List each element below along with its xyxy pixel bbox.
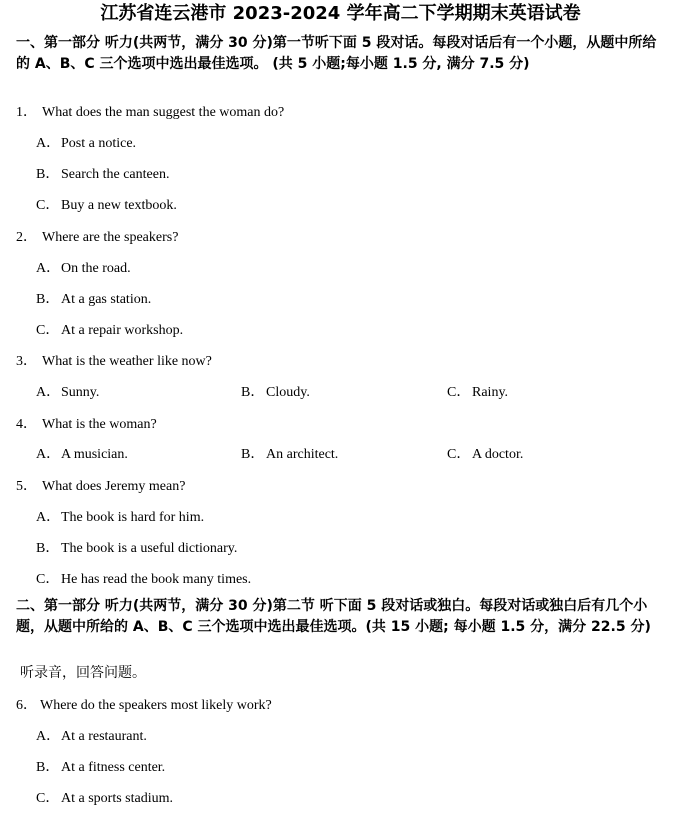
option-letter: A． [36, 447, 61, 462]
option-letter: A． [36, 729, 61, 744]
option-4a [36, 445, 128, 465]
question-4 [16, 415, 157, 435]
option-letter: C． [36, 572, 60, 587]
question-number: 5． [16, 479, 37, 494]
question-text: Where are the speakers? [42, 230, 179, 245]
option-letter: A． [36, 510, 61, 525]
option-letter: B． [36, 292, 60, 307]
question-number: 4． [16, 417, 37, 432]
option-5c [36, 570, 251, 590]
question-3 [16, 352, 212, 372]
question-text: What does Jeremy mean? [42, 479, 186, 494]
question-number: 3． [16, 354, 37, 369]
option-letter: C． [447, 447, 471, 462]
question-text: What does the man suggest the woman do? [42, 105, 285, 120]
option-letter: C． [36, 791, 60, 806]
question-5 [16, 477, 185, 497]
option-3b [241, 383, 310, 403]
option-letter: B． [241, 385, 265, 400]
option-text: He has read the book many times. [61, 572, 252, 587]
option-2b [36, 290, 151, 310]
question-6 [16, 696, 272, 716]
question-text: Where do the speakers most likely work? [40, 698, 272, 713]
option-text: A doctor. [472, 447, 524, 462]
option-letter: A． [36, 261, 61, 276]
option-6c [36, 789, 173, 809]
option-text: Rainy. [472, 385, 509, 400]
option-text: At a restaurant. [61, 729, 147, 744]
option-letter: C． [36, 198, 60, 213]
section-2-heading: 二、第一部分 听力(共两节，满分 30 分)第二节 听下面 5 段对话或独白。每段对话或独白后有几个小题，从题中所给的 A、B、C 三个选项中选出最佳选项。(共 15 小题; 每小题 1.5 分，满分 22.5 分) [16, 598, 651, 635]
option-letter: A． [36, 136, 61, 151]
option-text: At a fitness center. [61, 760, 166, 775]
option-text: At a sports stadium. [61, 791, 173, 806]
page-title: 江苏省连云港市 2023-2024 学年高二下学期期末英语试卷 [100, 3, 581, 24]
option-text: Post a notice. [61, 136, 137, 151]
option-2c [36, 321, 183, 341]
option-text: Sunny. [61, 385, 100, 400]
option-letter: B． [36, 167, 60, 182]
option-3a [36, 383, 99, 403]
option-text: Buy a new textbook. [61, 198, 177, 213]
option-5a [36, 508, 204, 528]
option-letter: A． [36, 385, 61, 400]
option-5b [36, 539, 237, 559]
question-text: What is the weather like now? [42, 354, 212, 369]
option-1b [36, 165, 169, 185]
option-2a [36, 259, 131, 279]
question-number: 2． [16, 230, 37, 245]
section-1-heading: 一、第一部分 听力(共两节，满分 30 分)第一节听下面 5 段对话。每段对话后有一个小题，从题中所给的 A、B、C 三个选项中选出最佳选项。 (共 5 小题;每小题 1.5 分, 满分 7.5 分) [16, 35, 657, 72]
option-1a [36, 134, 136, 154]
option-text: A musician. [61, 447, 128, 462]
option-letter: C． [36, 323, 60, 338]
option-4c [447, 445, 523, 465]
question-number: 6． [16, 698, 37, 713]
option-text: On the road. [61, 261, 131, 276]
option-text: At a gas station. [61, 292, 152, 307]
option-letter: C． [447, 385, 471, 400]
option-4b [241, 445, 338, 465]
option-text: An architect. [266, 447, 339, 462]
option-text: The book is hard for him. [61, 510, 205, 525]
option-letter: B． [241, 447, 265, 462]
option-1c [36, 196, 177, 216]
section-2-instruction: 听录音，回答问题。 [20, 665, 146, 681]
option-text: Search the canteen. [61, 167, 170, 182]
question-number: 1． [16, 105, 37, 120]
question-2 [16, 228, 178, 248]
option-6a [36, 727, 147, 747]
option-letter: B． [36, 760, 60, 775]
option-text: At a repair workshop. [61, 323, 184, 338]
option-6b [36, 758, 165, 778]
option-text: Cloudy. [266, 385, 310, 400]
option-3c [447, 383, 508, 403]
question-text: What is the woman? [42, 417, 157, 432]
option-letter: B． [36, 541, 60, 556]
question-1 [16, 103, 284, 123]
option-text: The book is a useful dictionary. [61, 541, 238, 556]
